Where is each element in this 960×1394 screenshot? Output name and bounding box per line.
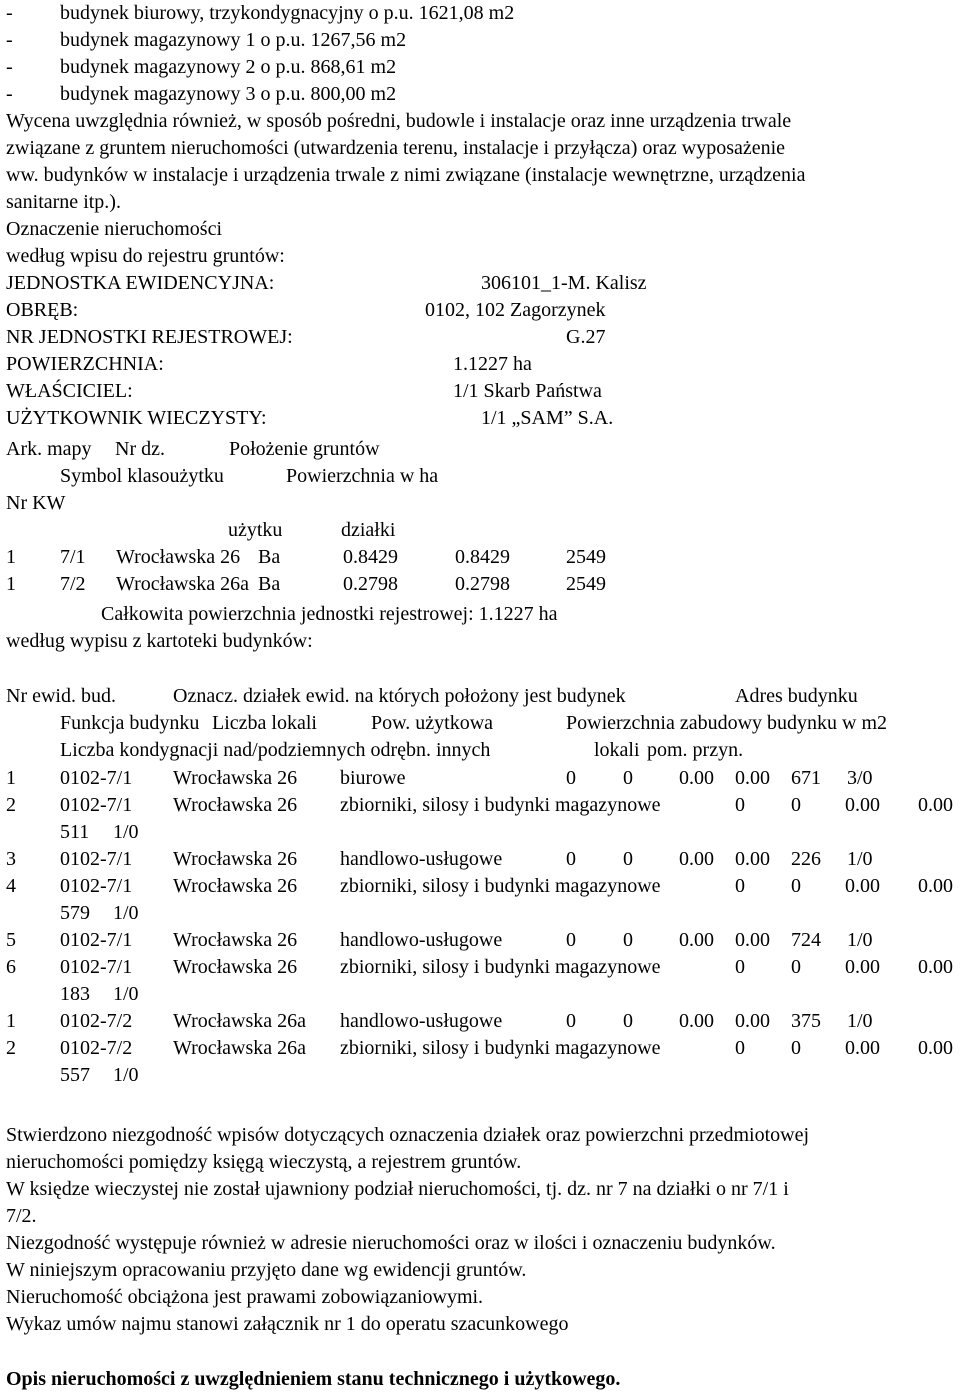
cell-d: 0.00 — [918, 875, 953, 897]
header-oznacz: Oznacz. działek ewid. na których położony jest budynek — [173, 685, 626, 707]
cell-area: 671 — [791, 767, 821, 789]
section-heading: Opis nieruchomości z uwzględnieniem stanu technicznego i użytkowego. — [6, 1368, 621, 1390]
cell-a: 0 — [735, 1037, 745, 1059]
field-label: JEDNOSTKA EWIDENCYJNA: — [6, 272, 275, 294]
cell-lp: 5 — [6, 929, 16, 951]
cell-b: 0 — [791, 794, 801, 816]
cell-lp: 1 — [6, 1010, 16, 1032]
field-value: G.27 — [566, 326, 606, 348]
cell-func: zbiorniki, silosy i budynki magazynowe — [340, 875, 661, 897]
cell-kond: 1/0 — [113, 1064, 139, 1086]
cell-dz: 0102-7/1 — [60, 767, 133, 789]
note-line: W niniejszym opracowaniu przyjęto dane wg ewidencji gruntów. — [6, 1259, 527, 1281]
cell-dz: 0102-7/1 — [60, 875, 133, 897]
registry-intro: według wpisu do rejestru gruntów: — [6, 245, 285, 267]
list-item: - budynek magazynowy 3 o p.u. 800,00 m2 — [6, 83, 397, 105]
header-location: Położenie gruntów — [229, 438, 380, 460]
total-area: Całkowita powierzchnia jednostki rejestrowej: 1.1227 ha — [101, 603, 558, 625]
cell-lp: 1 — [6, 767, 16, 789]
section-heading: Oznaczenie nieruchomości — [6, 218, 223, 240]
cell-addr: Wrocławska 26 — [173, 848, 298, 870]
header-kondygnacji: Liczba kondygnacji nad/podziemnych odrębn. innych — [60, 739, 491, 761]
cell-area: 557 — [60, 1064, 90, 1086]
cell-kond: 1/0 — [113, 902, 139, 924]
cell-c: 0.00 — [845, 875, 880, 897]
header-nr-dz: Nr dz. — [115, 438, 165, 460]
cell-area: 183 — [60, 983, 90, 1005]
cell-addr: Wrocławska 26a — [173, 1010, 307, 1032]
cell-lp: 2 — [6, 1037, 16, 1059]
note-line: Stwierdzono niezgodność wpisów dotyczących oznaczenia działek oraz powierzchni przedmiotowej — [6, 1124, 810, 1146]
header-lokali: Liczba lokali — [212, 712, 317, 734]
note-line: Wykaz umów najmu stanowi załącznik nr 1 do operatu szacunkowego — [6, 1313, 569, 1335]
cell-func: biurowe — [340, 767, 406, 789]
list-item: - budynek magazynowy 2 o p.u. 868,61 m2 — [6, 56, 397, 78]
cell-a: 0 — [566, 767, 576, 789]
cell-b: 0 — [623, 1010, 633, 1032]
header-funkcja: Funkcja budynku — [60, 712, 200, 734]
field-value: 1/1 „SAM” S.A. — [481, 407, 614, 429]
header-pow: Pow. użytkowa — [371, 712, 494, 734]
cell-kond: 1/0 — [847, 848, 873, 870]
cell-dz: 0102-7/1 — [60, 956, 133, 978]
cell-lp: 3 — [6, 848, 16, 870]
header-nr-ewid: Nr ewid. bud. — [6, 685, 116, 707]
header-nr-kw: Nr KW — [6, 492, 66, 514]
field-value: 1.1227 ha — [453, 353, 532, 375]
cell-d: 0.00 — [735, 848, 770, 870]
cell-addr: Wrocławska 26 — [173, 875, 298, 897]
cell-func: zbiorniki, silosy i budynki magazynowe — [340, 794, 661, 816]
cell-area: 724 — [791, 929, 821, 951]
header-lokali-pom: lokali — [594, 739, 640, 761]
header-symbol: Symbol klasoużytku — [60, 465, 224, 487]
cell-c: 0.00 — [679, 929, 714, 951]
field-label: POWIERZCHNIA: — [6, 353, 164, 375]
cell-area: 579 — [60, 902, 90, 924]
cell-func: handlowo-usługowe — [340, 848, 503, 870]
cell-kond: 1/0 — [113, 821, 139, 843]
header-pom-przyn: pom. przyn. — [647, 739, 744, 761]
cell-addr: Wrocławska 26a — [173, 1037, 307, 1059]
cell-d: 0.00 — [918, 1037, 953, 1059]
note-line: Nieruchomość obciążona jest prawami zobowiązaniowymi. — [6, 1286, 484, 1308]
cell-d: 0.00 — [735, 929, 770, 951]
header-uzytku: użytku — [228, 519, 283, 541]
paragraph-line: związane z gruntem nieruchomości (utwardzenia terenu, instalacje i przyłącza) oraz wyposażenie — [6, 137, 786, 159]
cell-b: 0 — [791, 1037, 801, 1059]
cell-c: 0.00 — [679, 848, 714, 870]
note-line: Niezgodność występuje również w adresie nieruchomości oraz w ilości i oznaczeniu budynków. — [6, 1232, 776, 1254]
cell-d: 0.00 — [918, 956, 953, 978]
cell-c: 0.00 — [845, 1037, 880, 1059]
cell-b: 0 — [791, 875, 801, 897]
field-value: 0102, 102 Zagorzynek — [425, 299, 606, 321]
cell-b: 0 — [791, 956, 801, 978]
field-value: 306101_1-M. Kalisz — [481, 272, 647, 294]
cell-func: handlowo-usługowe — [340, 929, 503, 951]
field-label: OBRĘB: — [6, 299, 79, 321]
cell-a: 0 — [735, 875, 745, 897]
list-item: - budynek magazynowy 1 o p.u. 1267,56 m2 — [6, 29, 407, 51]
field-value: 1/1 Skarb Państwa — [453, 380, 602, 402]
cell-func: zbiorniki, silosy i budynki magazynowe — [340, 956, 661, 978]
cell-a: 0 — [566, 929, 576, 951]
cell-lp: 4 — [6, 875, 16, 897]
field-label: NR JEDNOSTKI REJESTROWEJ: — [6, 326, 293, 348]
cell-a: 0 — [735, 794, 745, 816]
cell-d: 0.00 — [735, 1010, 770, 1032]
cell-addr: Wrocławska 26 — [173, 956, 298, 978]
note-line: nieruchomości pomiędzy księgą wieczystą, a rejestrem gruntów. — [6, 1151, 522, 1173]
cell-a: 0 — [566, 1010, 576, 1032]
cell-c: 0.00 — [679, 767, 714, 789]
cell-dz: 0102-7/1 — [60, 794, 133, 816]
paragraph-line: sanitarne itp.). — [6, 191, 121, 213]
document-page: - budynek biurowy, trzykondygnacyjny o p.u. 1621,08 m2 - budynek magazynowy 1 o p.u. 1267,56 m2 - budynek magazynowy 2 o p.u. 868,61 m2 - budynek magazynowy 3 o p.u. 800,00 m2 Wycena uwzględnia również, w sposób pośredni, budowle i instalacje oraz inne urządzenia trwale związane z gruntem nieruchomości (utwardzenia terenu, instalacje i przyłącza) oraz wyposażenie ww. budynków w instalacje i urządzenia trwale z nimi związane (instalacje wewnętrzne, urządzenia sanitarne itp.). Oznaczenie nieruchomości według wpisu do rejestru gruntów: JEDNOSTKA EWIDENCYJNA: 306101_1-M. Kalisz OBRĘB: 0102, 102 Zagorzynek NR JEDNOSTKI REJESTROWEJ: G.27 POWIERZCHNIA: 1.1227 ha WŁAŚCICIEL: 1/1 Skarb Państwa UŻYTKOWNIK WIECZYSTY: 1/1 „SAM” S.A. Ark. mapy Nr dz. Położenie gruntów Symbol klasoużytku Powierzchnia w ha Nr KW użytku działki 1 7/1 Wrocławska 26 Ba 0.8429 0.8429 2549 1 7/2 Wrocławska 26a Ba 0.2798 0.2798 2549 Całkowita powierzchnia jednostki rejestrowej: 1.1227 ha według wypisu z kartoteki budynków: Nr ewid. bud. Oznacz. działek ewid. na których położony jest budynek Adres budynku Funkcja budynku Liczba lokali Pow. użytkowa Powierzchnia zabudowy budynku w m2 Liczba kondygnacji nad/podziemnych odrębn. innych lokali pom. przyn. 1 0102-7/1 Wrocławska 26 biurowe 0 0 0.00 0.00 671 3/0 2 0102-7/1 Wrocławska 26 zbiorniki, silosy i budynki magazynowe 0 0 0.00 0.00 511 1/0 3 0102-7/1 Wrocławska 26 handlowo-usługowe 0 0 0.00 0.00 226 1/0 4 0102-7/1 Wrocławska 26 zbiorniki, silosy i budynki magazynowe 0 0 0.00 0.00 579 1/0 5 0102-7/1 Wrocławska 26 handlowo-usługowe 0 0 0.00 0.00 724 1/0 6 0102-7/1 Wrocławska 26 zbiorniki, silosy i budynki magazynowe 0 0 0.00 0.00 183 1/0 1 0102-7/2 Wrocławska 26a handlowo-usługowe 0 0 0.00 0.00 375 1/0 2 0102-7/2 Wrocławska 26a zbiorniki, silosy i budynki magazynowe 0 0 0.00 0.00 557 1/0 Stwierdzono niezgodność wpisów dotyczących oznaczenia działek oraz powierzchni przedmiotowej nieruchomości pomiędzy księgą wieczystą, a rejestrem gruntów. W księdze wieczystej nie został ujawniony podział nieruchomości, tj. dz. nr 7 na działki o nr 7/1 i 7/2. Niezgodność występuje również w adresie nieruchomości oraz w ilości i oznaczeniu budynków. W niniejszym opracowaniu przyjęto dane wg ewidencji gruntów. Nieruchomość obciążona jest prawami zobowiązaniowymi. Wykaz umów najmu stanowi załącznik nr 1 do operatu szacunkowego Opis nieruchomości z uwzględnieniem stanu technicznego i użytkowego. — [0, 0, 960, 1394]
cell-func: zbiorniki, silosy i budynki magazynowe — [340, 1037, 661, 1059]
cell-d: 0.00 — [735, 767, 770, 789]
cell-area: 511 — [60, 821, 90, 843]
header-dzialki: działki — [341, 519, 396, 541]
building-registry-intro: według wypisu z kartoteki budynków: — [6, 630, 313, 652]
header-ark: Ark. mapy — [6, 438, 92, 460]
cell-kond: 3/0 — [847, 767, 873, 789]
cell-b: 0 — [623, 767, 633, 789]
cell-b: 0 — [623, 848, 633, 870]
field-label: UŻYTKOWNIK WIECZYSTY: — [6, 407, 267, 429]
cell-c: 0.00 — [845, 956, 880, 978]
header-area: Powierzchnia w ha — [286, 465, 439, 487]
cell-lp: 2 — [6, 794, 16, 816]
cell-addr: Wrocławska 26 — [173, 767, 298, 789]
paragraph-line: Wycena uwzględnia również, w sposób pośredni, budowle i instalacje oraz inne urządzenia trwale — [6, 110, 792, 132]
cell-d: 0.00 — [918, 794, 953, 816]
header-zabudowy: Powierzchnia zabudowy budynku w m2 — [566, 712, 888, 734]
header-adres: Adres budynku — [735, 685, 858, 707]
cell-a: 0 — [735, 956, 745, 978]
cell-kond: 1/0 — [113, 983, 139, 1005]
paragraph-line: ww. budynków w instalacje i urządzenia trwale z nimi związane (instalacje wewnętrzne, urządzenia — [6, 164, 806, 186]
cell-a: 0 — [566, 848, 576, 870]
note-line: W księdze wieczystej nie został ujawniony podział nieruchomości, tj. dz. nr 7 na działki o nr 7/1 i — [6, 1178, 789, 1200]
cell-dz: 0102-7/2 — [60, 1010, 133, 1032]
field-label: WŁAŚCICIEL: — [6, 380, 133, 402]
cell-b: 0 — [623, 929, 633, 951]
cell-func: handlowo-usługowe — [340, 1010, 503, 1032]
cell-c: 0.00 — [679, 1010, 714, 1032]
cell-lp: 6 — [6, 956, 16, 978]
cell-area: 226 — [791, 848, 821, 870]
cell-dz: 0102-7/1 — [60, 848, 133, 870]
cell-c: 0.00 — [845, 794, 880, 816]
list-item: - budynek biurowy, trzykondygnacyjny o p.u. 1621,08 m2 — [6, 2, 515, 24]
cell-dz: 0102-7/2 — [60, 1037, 133, 1059]
cell-kond: 1/0 — [847, 929, 873, 951]
cell-kond: 1/0 — [847, 1010, 873, 1032]
cell-area: 375 — [791, 1010, 821, 1032]
cell-dz: 0102-7/1 — [60, 929, 133, 951]
cell-addr: Wrocławska 26 — [173, 794, 298, 816]
cell-addr: Wrocławska 26 — [173, 929, 298, 951]
note-line: 7/2. — [6, 1205, 37, 1227]
